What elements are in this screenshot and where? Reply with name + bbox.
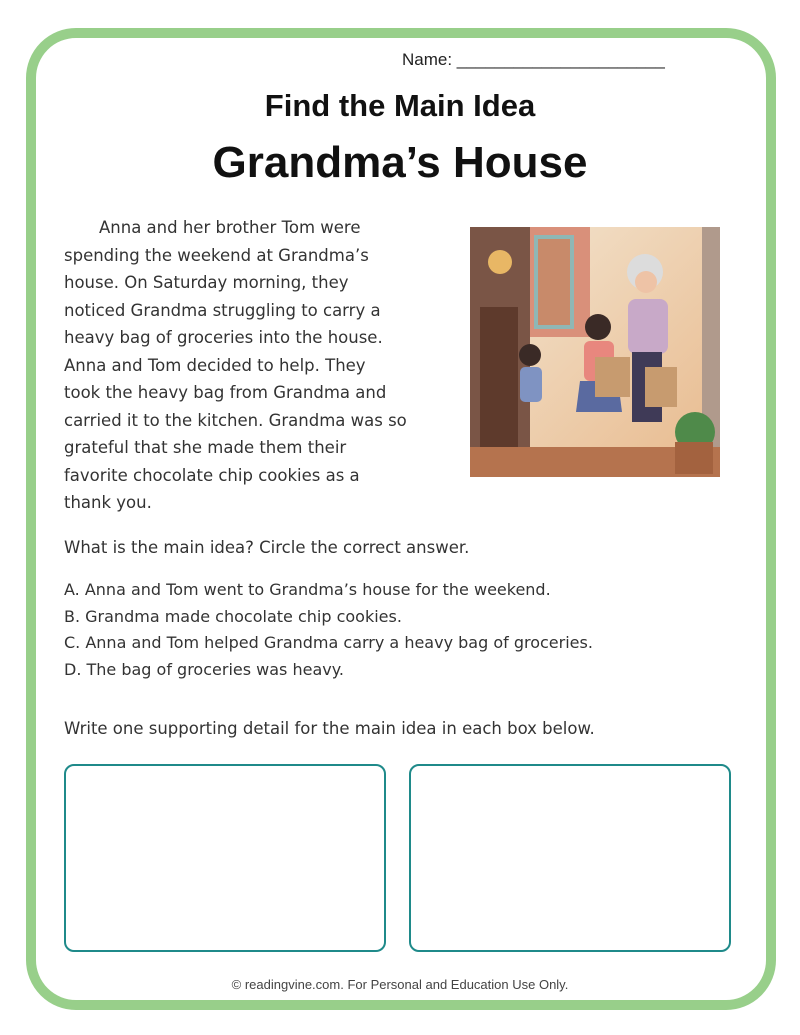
copyright-footer: © readingvine.com. For Personal and Education Use Only. <box>231 977 569 992</box>
story-illustration <box>470 227 720 477</box>
story-line: heavy bag of groceries into the house. <box>64 328 383 347</box>
question-prompt: What is the main idea? Circle the correct answer. <box>64 538 470 557</box>
story-line: favorite chocolate chip cookies as a <box>64 465 360 485</box>
story-line: spending the weekend at Grandma’s <box>64 245 369 265</box>
answer-option-a[interactable]: A. Anna and Tom went to Grandma’s house for the weekend. <box>64 580 551 599</box>
supporting-detail-instruction: Write one supporting detail for the main idea in each box below. <box>64 719 595 738</box>
worksheet-subtitle: Find the Main Idea <box>264 88 536 123</box>
story-paragraph <box>64 214 407 517</box>
story-line: house. On Saturday morning, they <box>64 273 349 292</box>
answer-option-d[interactable]: D. The bag of groceries was heavy. <box>64 659 344 679</box>
answer-option-c[interactable]: C. Anna and Tom helped Grandma carry a heavy bag of groceries. <box>64 633 593 652</box>
name-field[interactable]: Name: ______________________ <box>402 50 665 69</box>
supporting-detail-box-1[interactable] <box>64 764 386 952</box>
story-line: Anna and Tom decided to help. They <box>64 355 366 375</box>
supporting-detail-box-2[interactable] <box>409 764 731 952</box>
story-line: took the heavy bag from Grandma and <box>64 383 387 402</box>
story-line: noticed Grandma struggling to carry a <box>64 300 381 320</box>
answer-options <box>64 577 593 683</box>
story-line: carried it to the kitchen. Grandma was so <box>64 410 407 430</box>
story-line: Anna and her brother Tom were <box>99 218 361 237</box>
story-line: grateful that she made them their <box>64 438 347 457</box>
story-line: thank you. <box>64 493 152 512</box>
story-title: Grandma’s House <box>212 138 588 187</box>
answer-option-b[interactable]: B. Grandma made chocolate chip cookies. <box>64 606 402 626</box>
